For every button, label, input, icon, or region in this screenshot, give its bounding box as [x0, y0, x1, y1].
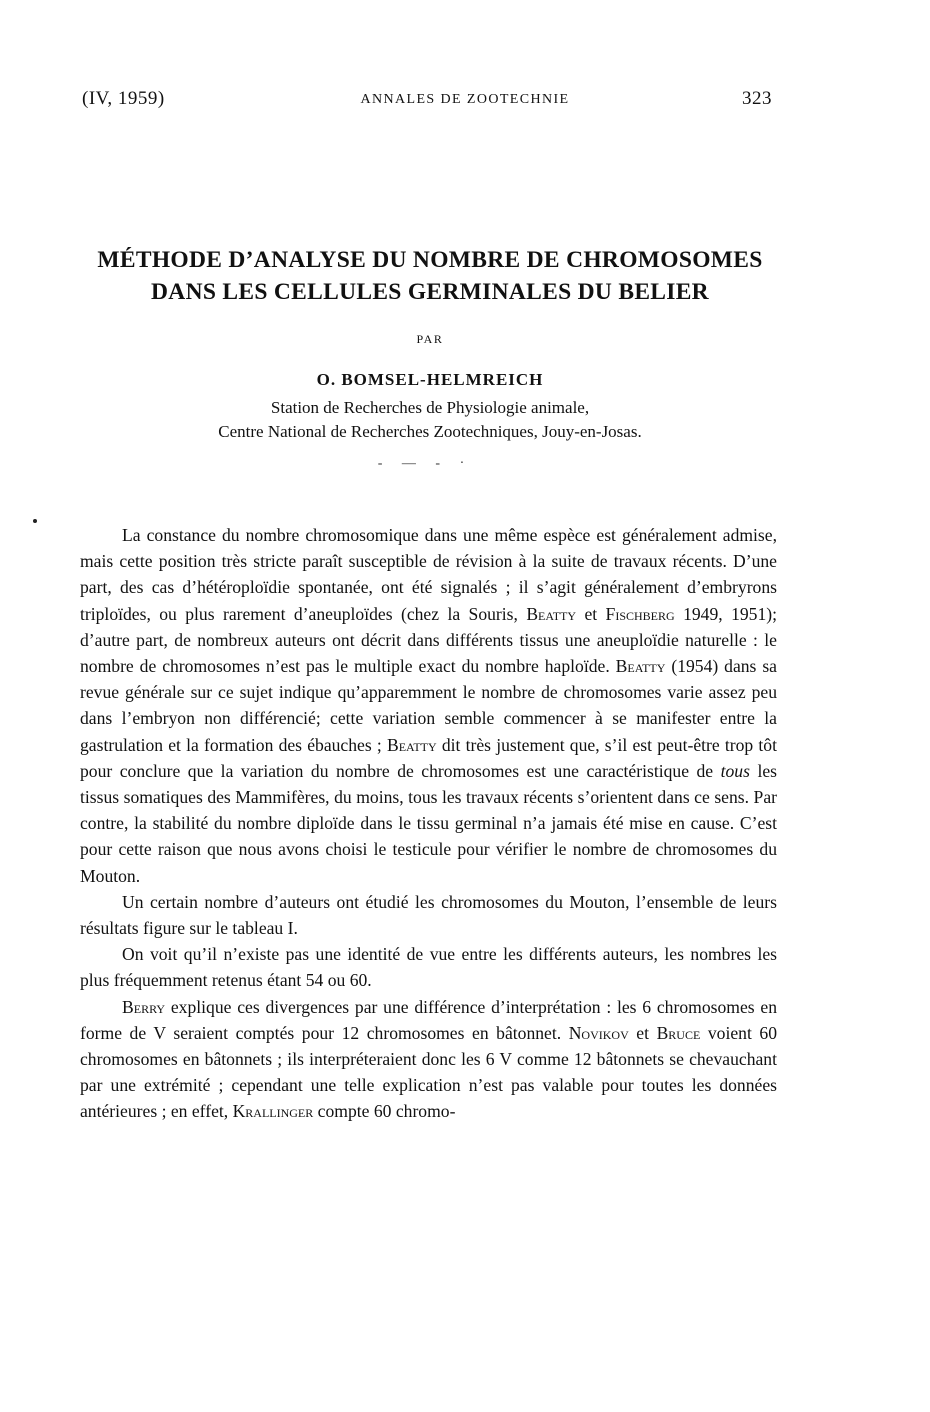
author-name: O. BOMSEL-HELMREICH: [316, 370, 544, 389]
title-line-2: DANS LES CELLULES GERMINALES DU BELIER: [151, 279, 709, 305]
paragraph-1: La constance du nombre chromosomique dans une même espèce est généralement admise, mais cette position très stricte paraît susceptible de révision à la suite de travaux récents. D’une part, des cas d’hétéroploïdie spontanée, ont été signalés ; il s’agit généralement d’embryrons triploïdes, ou plus rarement d’aneuploïdes (chez la Souris, Beatty et Fischberg 1949, 1951); d’autre part, de nombreux auteurs ont décrit dans différents tissus une aneuploïdie naturelle : le nombre de chromosomes n’est pas le multiple exact du nombre haploïde. Beatty (1954) dans sa revue générale sur ce sujet indique qu’apparemment le nombre de chromosomes varie assez peu dans l’embryon non différencié; cette variation semble commencer à se manifester entre la gastrulation et la formation des ébauches ; Beatty dit très justement que, s’il est peut-être trop tôt pour conclure que la variation du nombre de chromosomes est une caractéristique de tous les tissus somatiques des Mammifères, du moins, tous les travaux récents s’orientent dans ce sens. Par contre, la stabilité du nombre diploïde dans le tissu germinal n’a jamais été mise en cause. C’est pour cette raison que nous avons choisi le testicule pour vérifier le nombre de chromosomes du Mouton.: [80, 525, 777, 886]
author-citation: Bruce: [656, 1022, 701, 1043]
author-affiliation: [0, 396, 860, 444]
issue-label: (IV, 1959): [82, 88, 165, 109]
author-citation: Beatty: [526, 603, 577, 624]
page-number: 323: [742, 88, 772, 109]
paragraph-3: On voit qu’il n’existe pas une identité de vue entre les différents auteurs, les nombres les plus fréquemment retenus étant 54 ou 60.: [80, 944, 777, 991]
title-line-1: MÉTHODE D’ANALYSE DU NOMBRE DE CHROMOSOMES: [97, 247, 763, 273]
paragraph-2: Un certain nombre d’auteurs ont étudié les chromosomes du Mouton, l’ensemble de leurs résultats figure sur le tableau I.: [80, 891, 777, 939]
journal-name: ANNALES DE ZOOTECHNIE: [360, 92, 570, 107]
author-citation: Beatty: [386, 734, 437, 755]
margin-dot: [33, 519, 37, 523]
affiliation-line-2: Centre National de Recherches Zootechniques, Jouy-en-Josas.: [218, 422, 642, 441]
section-separator: - — - ·: [377, 456, 473, 471]
author-citation: Krallinger: [232, 1101, 314, 1122]
by-label: PAR: [416, 332, 444, 346]
author-citation: Fischberg: [605, 603, 675, 624]
article-title: [0, 244, 860, 308]
emphasis: tous: [720, 760, 750, 781]
article-body: [80, 522, 777, 1125]
author-citation: Beatty: [615, 656, 666, 677]
affiliation-line-1: Station de Recherches de Physiologie animale,: [270, 398, 590, 417]
author-citation: Berry: [122, 996, 166, 1017]
paragraph-4: Berry explique ces divergences par une différence d’interprétation : les 6 chromosomes en forme de V seraient comptés pour 12 chromosomes en bâtonnet. Novikov et Bruce voient 60 chromosomes en bâtonnets ; ils interpréteraient donc les 6 V comme 12 bâtonnets se chevauchant par une extrémité ; cependant une telle explication n’est pas valable pour toutes les données antérieures ; en effet, Krallinger compte 60 chromo-: [80, 996, 777, 1122]
author-citation: Novikov: [568, 1022, 629, 1043]
